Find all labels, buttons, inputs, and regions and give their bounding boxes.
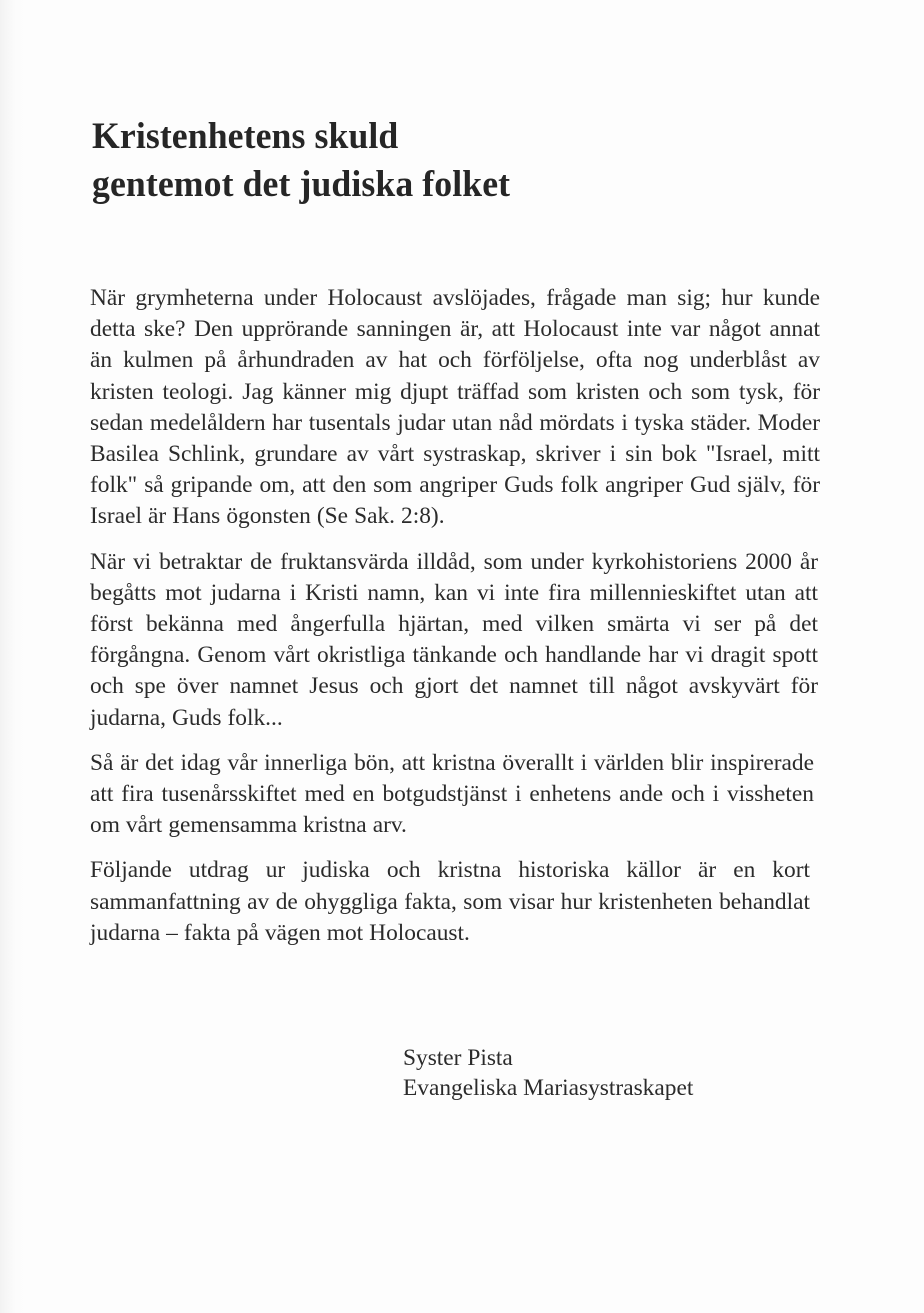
page-title: [92, 113, 832, 209]
paragraph-1: När grymheterna under Holocaust avslöjades, frågade man sig; hur kunde detta ske? Den upprörande sanningen är, att Holocaust inte var något annat än kulmen på århundraden av hat och förföljelse, ofta nog underblåst av kristen teologi. Jag känner mig djupt träffad som kristen och som tysk, för sedan medelåldern har tusentals judar utan nåd mördats i tyska städer. Moder Basilea Schlink, grundare av vårt systraskap, skriver i sin bok "Israel, mitt folk" så gripande om, att den som angriper Guds folk angriper Gud själv, för Israel är Hans ögonsten (Se Sak. 2:8).: [90, 285, 820, 530]
page-title-line-2: gentemot det judiska folket: [92, 163, 511, 205]
signature-block: [403, 1043, 693, 1103]
signature-name: Syster Pista: [403, 1045, 513, 1071]
scan-edge-shading: [0, 0, 26, 1313]
paragraph-3: Så är det idag vår innerliga bön, att kristna överallt i världen blir inspirerade att fira tusenårsskiftet med en botgudstjänst i enhetens ande och i vissheten om vårt gemensamma kristna arv.: [90, 749, 814, 839]
page-title-line-1: Kristenhetens skuld: [92, 115, 399, 157]
body-text: [90, 283, 822, 949]
signature-organization: Evangeliska Mariasystraskapet: [403, 1075, 694, 1101]
paragraph-2: När vi betraktar de fruktansvärda illdåd, som under kyrkohistoriens 2000 år begåtts mot judarna i Kristi namn, kan vi inte fira millennieskiftet utan att först bekänna med ångerfulla hjärtan, med vilken smärta vi ser på det förgångna. Genom vårt okristliga tänkande och handlande har vi dragit spott och spe över namnet Jesus och gjort det namnet till något avskyvärt för judarna, Guds folk...: [90, 548, 818, 731]
paragraph-4: Följande utdrag ur judiska och kristna historiska källor är en kort sammanfattning av de ohyggliga fakta, som visar hur kristenheten behandlat judarna – fakta på vägen mot Holocaust.: [90, 857, 810, 946]
